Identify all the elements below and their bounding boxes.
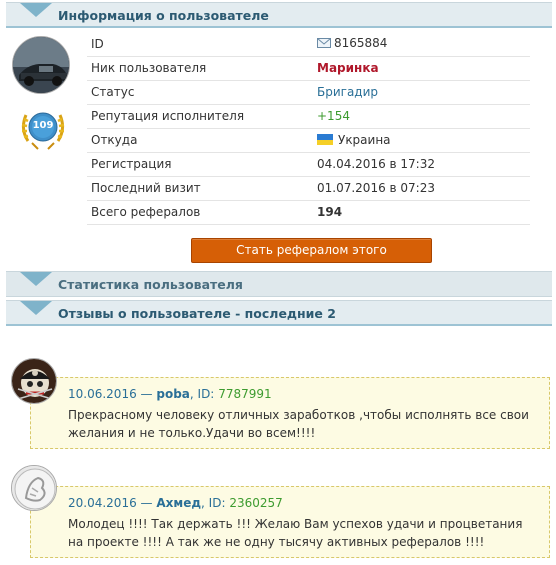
info-value-registration: 04.04.2016 в 17:32 — [317, 157, 435, 171]
stats-title: Статистика пользователя — [58, 277, 243, 292]
info-row-referrals — [87, 200, 530, 224]
review-card — [30, 486, 550, 558]
review-date: 20.04.2016 — [68, 496, 137, 510]
level-badge-number: 109 — [32, 120, 54, 131]
info-row-registration — [87, 152, 530, 176]
user-info-title: Информация о пользователе — [58, 8, 269, 23]
collapse-arrow-icon — [20, 3, 52, 17]
reviews-header[interactable] — [6, 300, 552, 326]
review-author-link[interactable]: Ахмед — [156, 496, 202, 510]
review-author-id-link[interactable]: 2360257 — [229, 496, 283, 510]
level-badge — [18, 105, 68, 151]
info-label: Репутация исполнителя — [87, 104, 313, 128]
user-info-header[interactable] — [6, 2, 552, 28]
avatar — [12, 36, 70, 94]
user-info-table — [87, 32, 530, 225]
reviewer-avatar[interactable] — [11, 358, 57, 404]
review-header: 10.06.2016 — poba, ID: 7787991 — [68, 387, 272, 401]
review-id-label: ID: — [208, 496, 226, 510]
info-value-referrals: 194 — [317, 205, 343, 219]
info-row-id — [87, 32, 530, 56]
info-value-location: Украина — [338, 133, 391, 147]
reviews-title: Отзывы о пользователе - последние 2 — [58, 306, 336, 321]
info-value-id: 8165884 — [334, 36, 388, 51]
info-label: Всего рефералов — [87, 200, 313, 224]
info-value-status: Бригадир — [317, 85, 379, 99]
review-text: Молодец !!!! Так держать !!! Желаю Вам успехов удачи и процветания на проекте !!!! А так же не одну тысячу активных рефералов !!!! — [68, 517, 523, 549]
ukraine-flag-icon — [317, 134, 333, 145]
info-value-reputation: +154 — [317, 109, 350, 123]
info-label: ID — [87, 32, 313, 56]
review-author-id-link[interactable]: 7787991 — [218, 387, 272, 401]
info-row-status — [87, 80, 530, 104]
info-label: Последний визит — [87, 176, 313, 200]
info-row-location — [87, 128, 530, 152]
review-text: Прекрасному человеку отличных заработков ,чтобы исполнять все свои желания и не только.Удачи во всем!!!! — [68, 408, 529, 440]
stats-header[interactable] — [6, 271, 552, 297]
info-label: Ник пользователя — [87, 56, 313, 80]
expand-arrow-icon — [20, 272, 52, 286]
review-header: 20.04.2016 — Ахмед, ID: 2360257 — [68, 496, 283, 510]
review-id-label: ID: — [197, 387, 215, 401]
info-label: Регистрация — [87, 152, 313, 176]
review-card — [30, 377, 550, 449]
review-date: 10.06.2016 — [68, 387, 137, 401]
info-row-last-visit — [87, 176, 530, 200]
reviewer-avatar[interactable] — [11, 465, 57, 511]
review-author-link[interactable]: poba — [156, 387, 190, 401]
info-label: Статус — [87, 80, 313, 104]
info-label: Откуда — [87, 128, 313, 152]
info-value-last-visit: 01.07.2016 в 07:23 — [317, 181, 435, 195]
info-row-reputation — [87, 104, 530, 128]
envelope-icon[interactable] — [317, 37, 331, 51]
become-referral-button[interactable]: Стать рефералом этого — [191, 238, 432, 263]
info-value-nick: Маринка — [317, 61, 379, 75]
info-row-nick — [87, 56, 530, 80]
collapse-arrow-icon — [20, 301, 52, 315]
